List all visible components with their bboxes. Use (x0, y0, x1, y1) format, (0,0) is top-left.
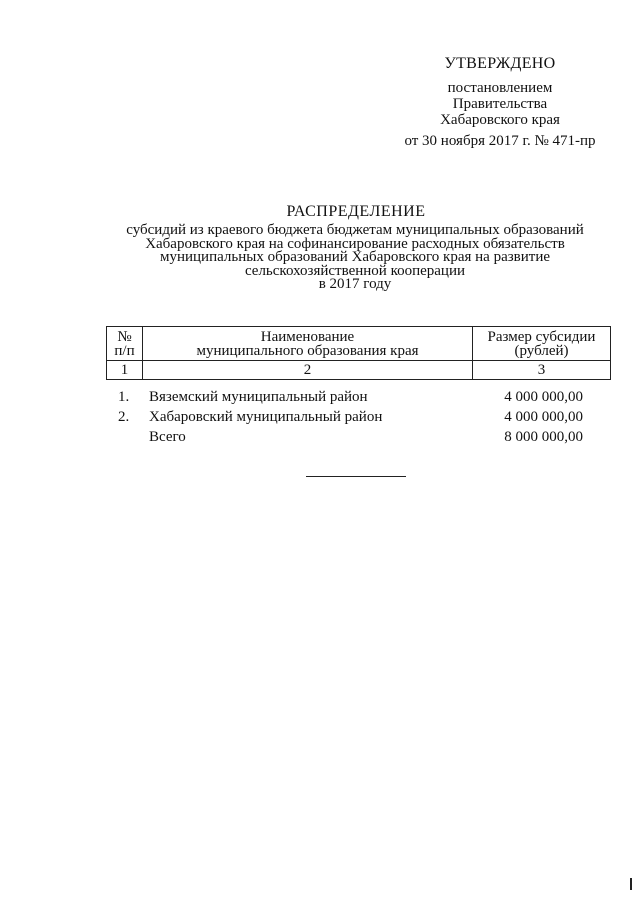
scan-edge-mark (630, 878, 632, 890)
header-amount-line-1: Размер субсидии (487, 328, 596, 345)
header-name-line-1: Наименование (260, 328, 355, 345)
end-divider (306, 476, 406, 477)
total-row (106, 427, 610, 447)
header-num-line-1: № (117, 328, 132, 345)
row-amount: 4 000 000,00 (504, 409, 583, 425)
document-title: РАСПРЕДЕЛЕНИЕ (286, 203, 426, 220)
approval-date: от 30 ноября 2017 г. № 471-пр (404, 133, 596, 149)
row-amount: 4 000 000,00 (504, 389, 583, 405)
row-number: 2. (118, 409, 130, 425)
subtitle-line: сельскохозяйственной кооперации (244, 262, 466, 279)
total-amount: 8 000 000,00 (504, 429, 583, 445)
subtitle-line: Хабаровского края на софинансирование расходных обязательств (145, 235, 565, 252)
header-name-line-2: муниципального образования края (196, 342, 419, 359)
column-number: 3 (473, 361, 611, 380)
subtitle-line: муниципальных образований Хабаровского края на развитие (159, 249, 551, 265)
subtitle-line: субсидий из краевого бюджета бюджетам муниципальных образований (126, 222, 584, 238)
header-row (107, 327, 611, 361)
table-row (106, 387, 610, 407)
header-num (107, 327, 143, 361)
column-number-row (107, 361, 611, 380)
header-amount (473, 327, 611, 361)
document-subtitle (100, 224, 610, 292)
row-number: 1. (118, 389, 130, 405)
row-name: Вяземский муниципальный район (149, 389, 368, 405)
approval-stamp (392, 56, 608, 149)
column-number: 2 (143, 361, 473, 380)
approval-line-2: Правительства (452, 96, 548, 112)
table-row (106, 407, 610, 427)
subtitle-line: в 2017 году (318, 276, 392, 292)
column-number: 1 (107, 361, 143, 380)
header-amount-line-2: (рублей) (514, 342, 569, 359)
approval-heading: УТВЕРЖДЕНО (444, 55, 556, 72)
row-name: Хабаровский муниципальный район (149, 409, 383, 425)
table-body (106, 387, 610, 447)
approval-line-3: Хабаровского края (440, 112, 560, 128)
table-header (106, 326, 611, 380)
total-label: Всего (149, 429, 186, 445)
header-name (143, 327, 473, 361)
header-num-line-2: п/п (114, 342, 135, 359)
approval-line-1: постановлением (447, 80, 553, 96)
